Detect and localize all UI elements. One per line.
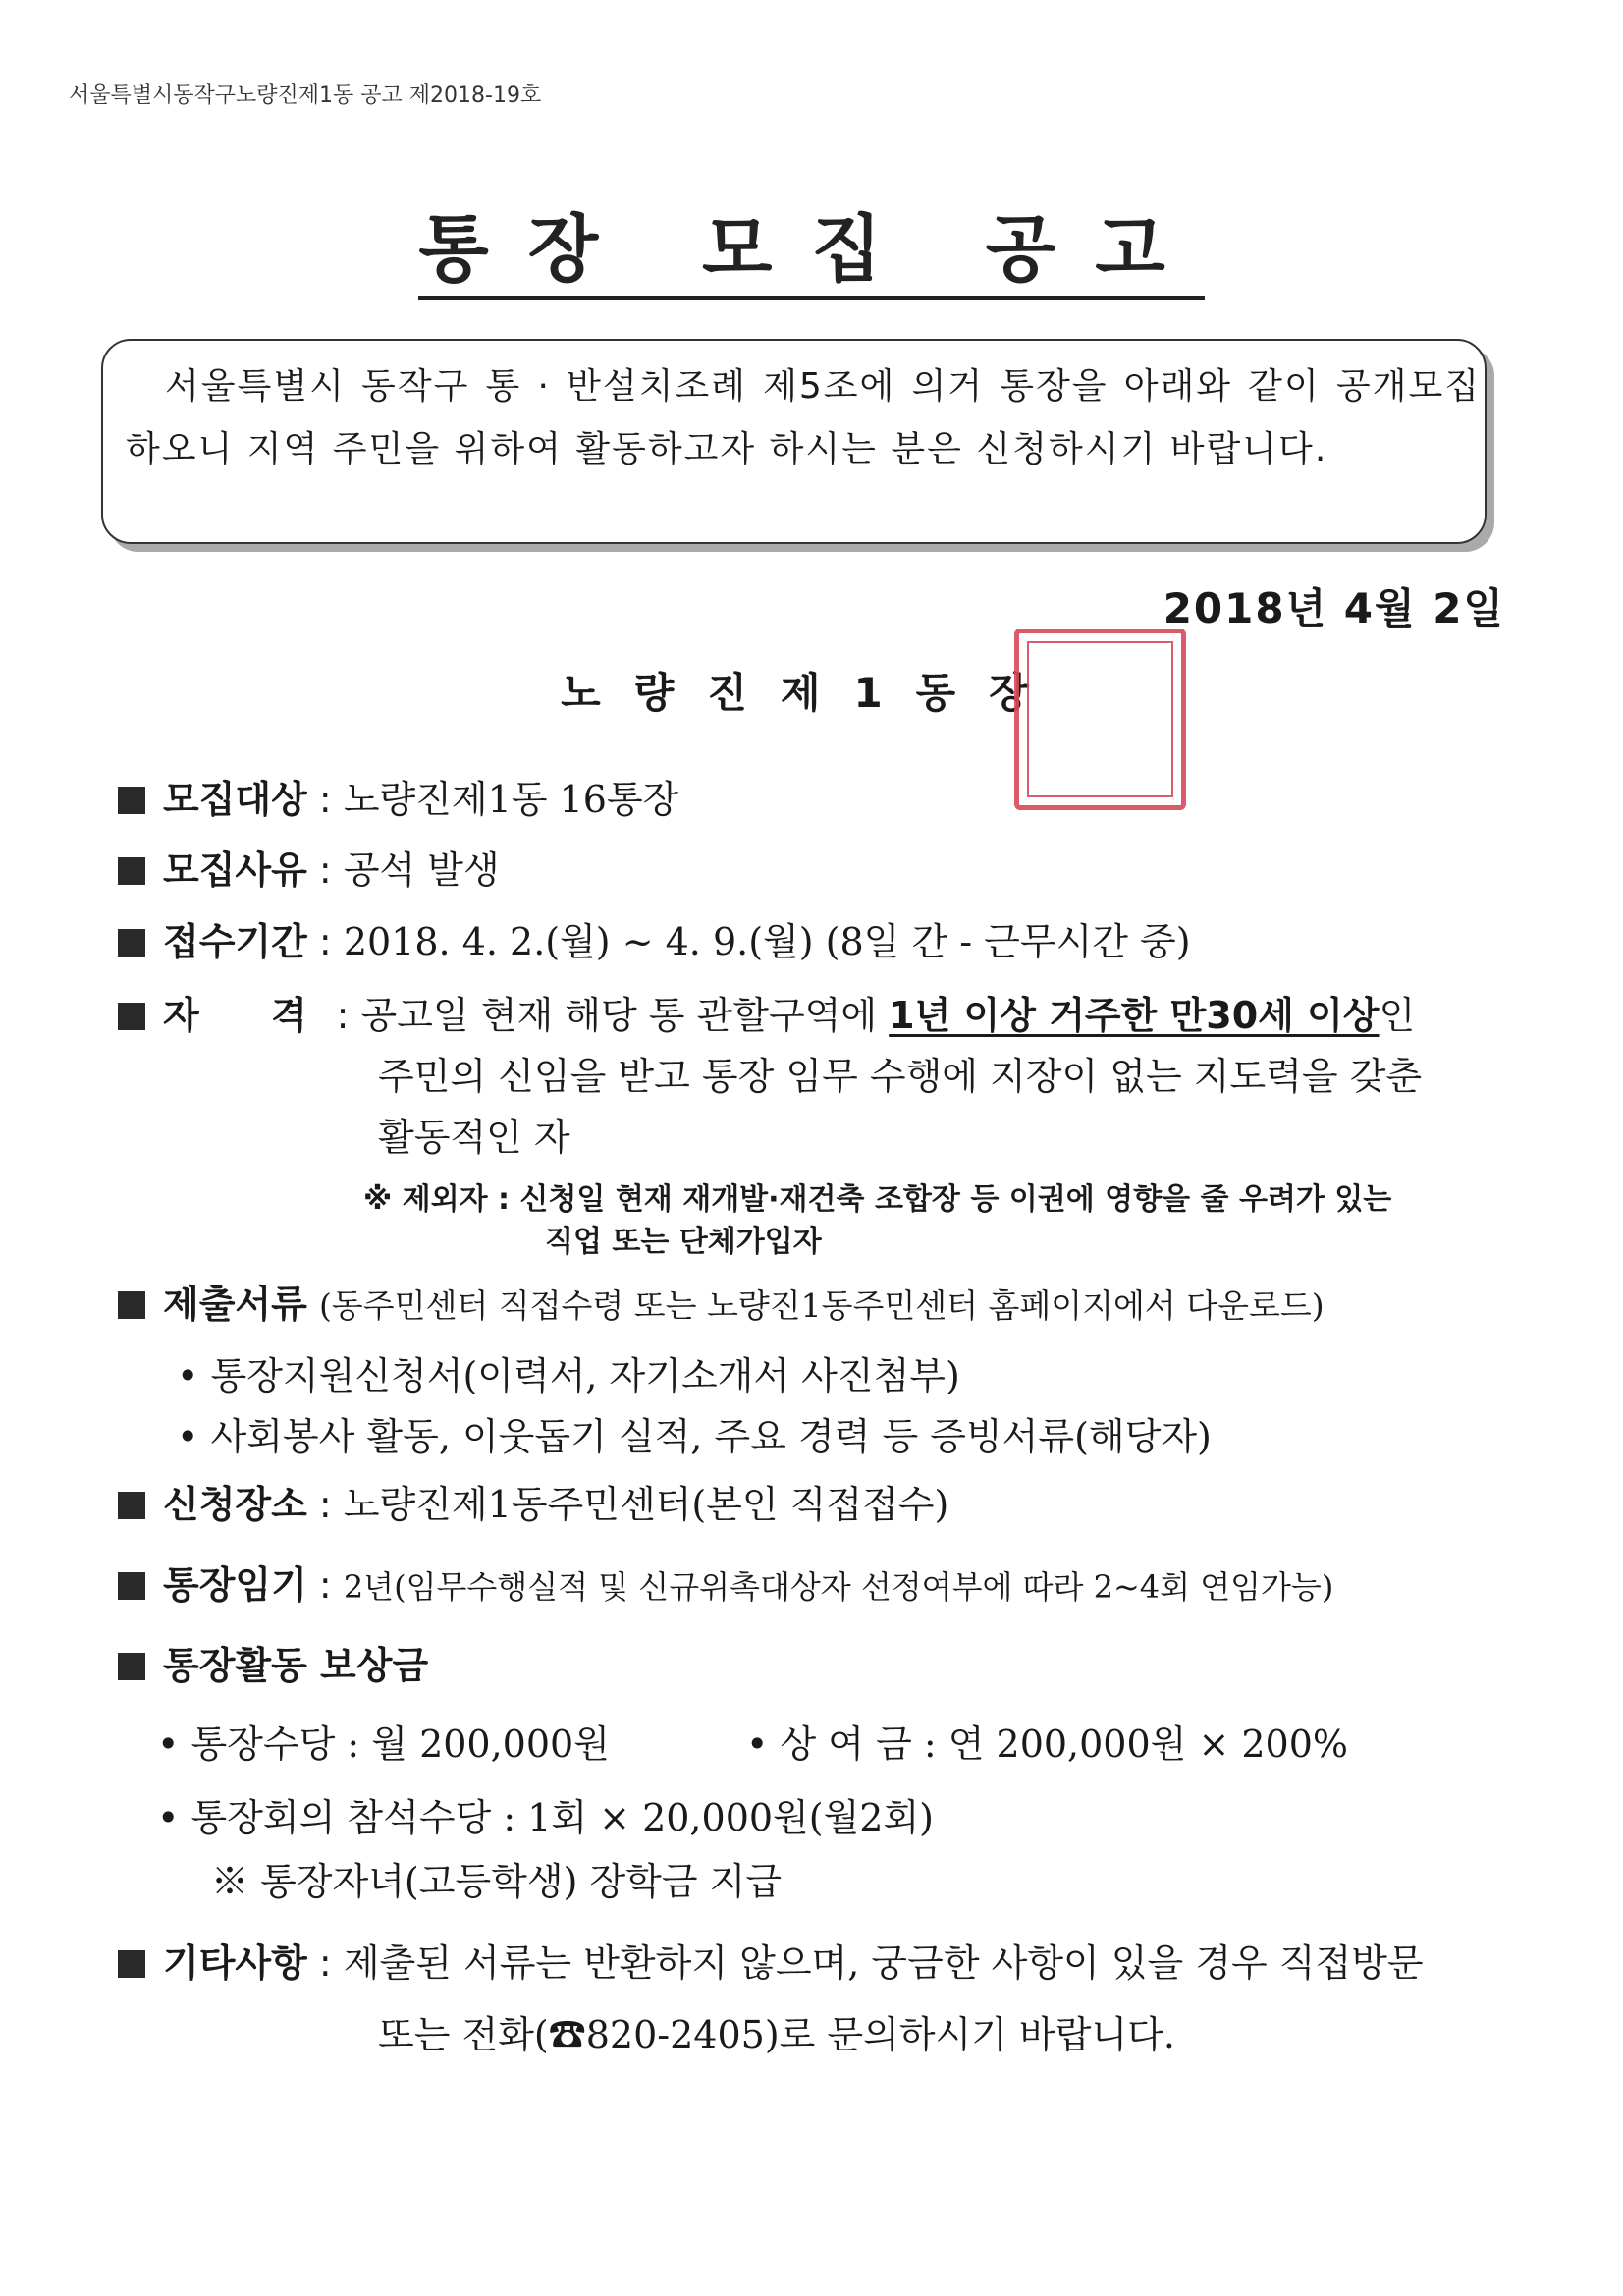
intro-text: 서울특별시 동작구 통 · 반설치조례 제5조에 의거 통장을 아래와 같이 공개모집하오니 지역 주민을 위하여 활동하고자 하시는 분은 신청하시기 바랍니다. [126, 366, 1481, 469]
qualification-label: 자 격 [163, 994, 337, 1037]
qualification-value-a: 공고일 현재 해당 통 관할구역에 [360, 994, 878, 1037]
documents-note: (동주민센터 직접수령 또는 노량진1동주민센터 홈페이지에서 다운로드) [318, 1286, 1325, 1325]
documents-item-1: • 통장지원신청서(이력서, 자기소개서 사진첨부) [177, 1354, 960, 1397]
reason-value: 공석 발생 [343, 848, 500, 892]
page-title [0, 191, 1623, 296]
section-period: 접수기간 : 2018. 4. 2.(월) ~ 4. 9.(월) (8일 간 - 근무시간 중) [118, 918, 1191, 965]
section-qualification: 자 격: 공고일 현재 해당 통 관할구역에 1년 이상 거주한 만30세 이상인 [118, 992, 1415, 1039]
compensation-label: 통장활동 보상금 [163, 1644, 429, 1687]
square-bullet-icon [118, 1950, 145, 1978]
section-etc: 기타사항 : 제출된 서류는 반환하지 않으며, 궁금한 사항이 있을 경우 직접방문 [118, 1940, 1424, 1987]
section-term: 통장임기 : 2년(임무수행실적 및 신규위촉대상자 선정여부에 따라 2~4회 연임가능) [118, 1561, 1333, 1611]
square-bullet-icon [118, 1492, 145, 1519]
etc-line-2: 또는 전화(☎820-2405)로 문의하시기 바랍니다. [378, 2013, 1175, 2056]
etc-line-1: 제출된 서류는 반환하지 않으며, 궁금한 사항이 있을 경우 직접방문 [343, 1941, 1424, 1985]
term-value: 2년(임무수행실적 및 신규위촉대상자 선정여부에 따라 2~4회 연임가능) [343, 1568, 1334, 1606]
qualification-line-2: 주민의 신임을 받고 통장 임무 수행에 지장이 없는 지도력을 갖춘 [378, 1055, 1423, 1098]
section-reason: 모집사유 : 공석 발생 [118, 847, 500, 894]
reason-label: 모집사유 [163, 848, 307, 892]
official-seal-stamp [1014, 629, 1186, 810]
place-value: 노량진제1동주민센터(본인 직접접수) [343, 1483, 949, 1526]
section-documents [118, 1281, 1325, 1330]
target-label: 모집대상 [163, 778, 307, 821]
square-bullet-icon [118, 1003, 145, 1030]
compensation-item-1: • 통장수당 : 월 200,000원 [157, 1722, 610, 1766]
documents-item-2: • 사회봉사 활동, 이웃돕기 실적, 주요 경력 등 증빙서류(해당자) [177, 1415, 1212, 1458]
qualification-line-3: 활동적인 자 [378, 1116, 570, 1159]
qualification-underlined: 1년 이상 거주한 만30세 이상 [889, 994, 1380, 1037]
issuer: 노량진제1동장 [561, 669, 1062, 717]
term-label: 통장임기 [163, 1563, 307, 1607]
square-bullet-icon [118, 1291, 145, 1319]
title-text: 통장 모집 공고 [418, 207, 1204, 300]
notice-date: 2018년 4월 2일 [1163, 584, 1505, 632]
section-compensation [118, 1642, 428, 1689]
period-label: 접수기간 [163, 920, 307, 963]
qualification-value-b: 인 [1379, 994, 1416, 1037]
square-bullet-icon [118, 787, 145, 814]
etc-label: 기타사항 [163, 1941, 307, 1985]
square-bullet-icon [118, 929, 145, 957]
exclusion-line-2: 직업 또는 단체가입자 [545, 1225, 822, 1259]
compensation-item-2: • 상 여 금 : 연 200,000원 × 200% [746, 1722, 1349, 1766]
square-bullet-icon [118, 1653, 145, 1680]
document-number: 서울특별시동작구노량진제1동 공고 제2018-19호 [69, 83, 542, 108]
place-label: 신청장소 [163, 1483, 307, 1526]
compensation-note: ※ 통장자녀(고등학생) 장학금 지급 [211, 1860, 783, 1903]
square-bullet-icon [118, 1572, 145, 1600]
period-value: 2018. 4. 2.(월) ~ 4. 9.(월) (8일 간 - 근무시간 중) [343, 920, 1191, 963]
documents-label: 제출서류 [163, 1283, 307, 1326]
section-target: 모집대상 : 노량진제1동 16통장 [118, 776, 678, 823]
target-value: 노량진제1동 16통장 [343, 778, 679, 821]
square-bullet-icon [118, 857, 145, 885]
section-place: 신청장소 : 노량진제1동주민센터(본인 직접접수) [118, 1481, 948, 1528]
compensation-item-3: • 통장회의 참석수당 : 1회 × 20,000원(월2회) [157, 1796, 934, 1839]
exclusion-line-1: ※ 제외자 : 신청일 현재 재개발·재건축 조합장 등 이권에 영향을 줄 우려가 있는 [363, 1182, 1392, 1217]
